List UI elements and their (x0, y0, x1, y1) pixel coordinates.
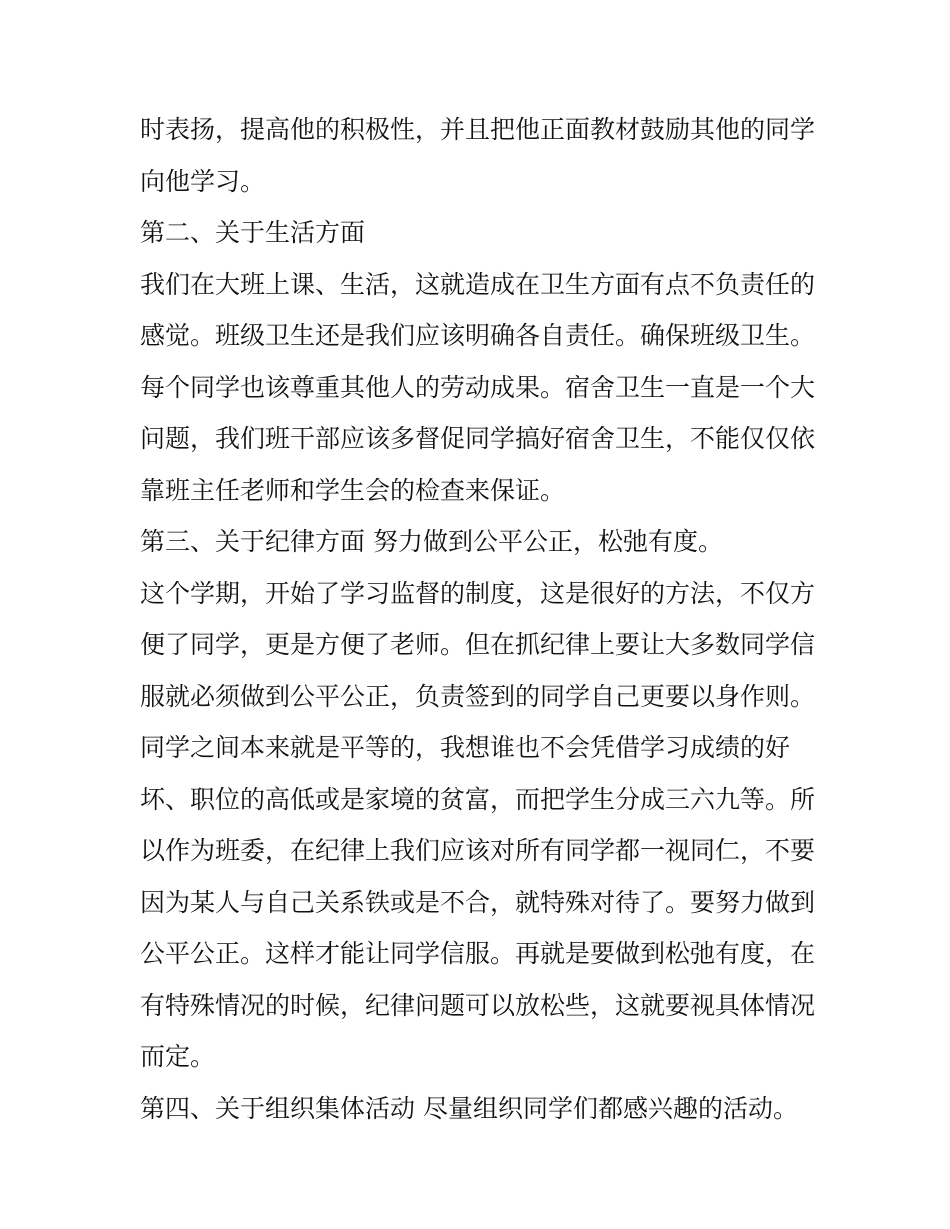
text-line: 公平公正。这样才能让同学信服。再就是要做到松弛有度，在 (140, 939, 816, 968)
text-line: 便了同学，更是方便了老师。但在抓纪律上要让大多数同学信 (140, 630, 816, 659)
text-line: 感觉。班级卫生还是我们应该明确各自责任。确保班级卫生。 (140, 321, 816, 350)
text-line: 因为某人与自己关系铁或是不合，就特殊对待了。要努力做到 (140, 887, 816, 917)
section-heading: 第二、关于生活方面 (140, 218, 366, 247)
text-line: 同学之间本来就是平等的，我想谁也不会凭借学习成绩的好 (140, 733, 791, 762)
text-line: 向他学习。 (140, 166, 266, 196)
text-line: 有特殊情况的时候，纪律问题可以放松些，这就要视具体情况 (140, 990, 816, 1020)
section-heading: 第四、关于组织集体活动 尽量组织同学们都感兴趣的活动。 (140, 1093, 798, 1123)
text-line: 而定。 (140, 1042, 216, 1071)
text-line: 靠班主任老师和学生会的检查来保证。 (140, 475, 566, 505)
text-line: 坏、职位的高低或是家境的贫富，而把学生分成三六九等。所 (140, 784, 816, 814)
text-line: 这个学期，开始了学习监督的制度，这是很好的方法，不仅方 (140, 578, 816, 608)
text-line: 每个同学也该尊重其他人的劳动成果。宿舍卫生一直是一个大 (140, 372, 816, 402)
text-line: 我们在大班上课、生活，这就造成在卫生方面有点不负责任的 (140, 269, 816, 299)
text-line: 以作为班委，在纪律上我们应该对所有同学都一视同仁，不要 (140, 836, 816, 865)
section-heading: 第三、关于纪律方面 努力做到公平公正，松弛有度。 (140, 527, 723, 556)
text-line: 服就必须做到公平公正，负责签到的同学自己更要以身作则。 (140, 681, 816, 711)
text-line: 时表扬，提高他的积极性，并且把他正面教材鼓励其他的同学 (140, 115, 816, 144)
document-body (140, 110, 830, 1140)
text-line: 问题，我们班干部应该多督促同学搞好宿舍卫生，不能仅仅依 (140, 424, 816, 453)
